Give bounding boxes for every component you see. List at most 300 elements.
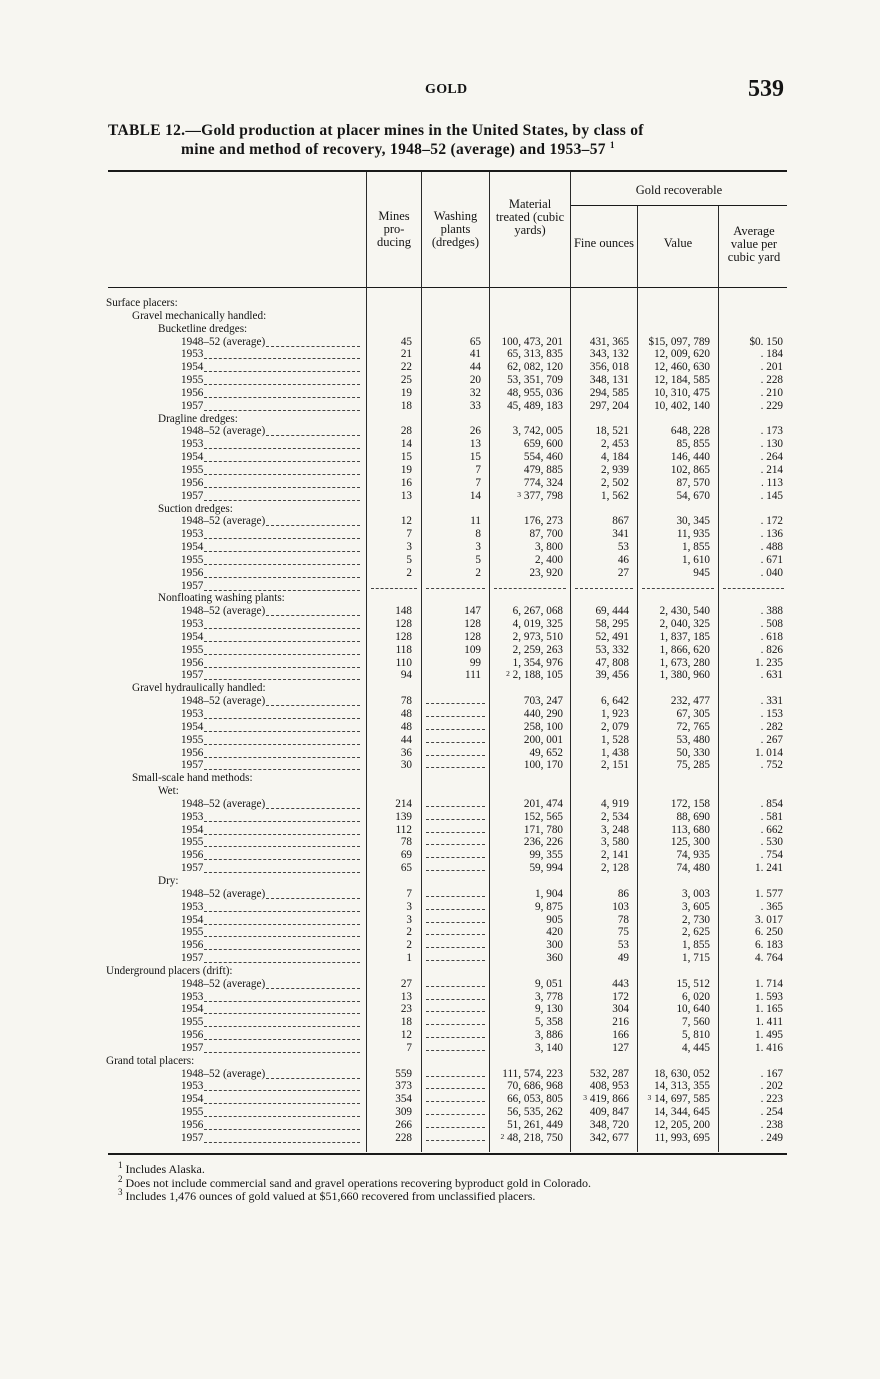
value-cell	[671, 836, 710, 849]
table-row	[0, 914, 880, 927]
material-cell	[507, 1093, 563, 1106]
cell-value: . 854	[760, 797, 783, 810]
empty-cell-dashes	[426, 798, 485, 807]
cell-value: . 826	[760, 643, 783, 656]
footnote-mark: 3	[118, 1187, 123, 1197]
leader-dots	[204, 991, 360, 1002]
cell-value: 3, 800	[535, 541, 563, 554]
cell-value: . 530	[760, 836, 783, 849]
mines-cell	[401, 348, 412, 361]
mines-cell	[401, 336, 412, 349]
average-cell	[761, 1106, 783, 1119]
cell-value: 3, 140	[535, 1041, 563, 1054]
value-cell	[676, 862, 710, 875]
empty-cell-dashes	[575, 580, 633, 589]
table-row	[0, 657, 880, 670]
cell-value: 1. 411	[755, 1016, 783, 1029]
mines-cell	[401, 1029, 412, 1042]
cell-value: 125, 300	[670, 836, 710, 849]
cell-value: 300	[546, 939, 563, 952]
row-label: 1948–52 (average)	[181, 1067, 266, 1080]
footnote-mark: 3	[647, 1093, 652, 1103]
table-row	[0, 901, 880, 914]
average-cell	[755, 1042, 783, 1055]
mines-cell	[401, 438, 412, 451]
empty-cell-dashes	[426, 1042, 485, 1051]
table-row	[0, 580, 880, 593]
leader-dots	[204, 1080, 360, 1091]
average-cell	[761, 515, 783, 528]
row-label: 1956	[181, 386, 204, 399]
material-cell	[502, 1068, 563, 1081]
cell-value: . 153	[760, 708, 783, 720]
average-cell	[761, 618, 783, 631]
ounces-cell	[601, 438, 629, 451]
cell-value: 14, 313, 355	[654, 1080, 710, 1093]
table-row-heading	[0, 592, 880, 605]
row-label: 1957	[181, 1041, 204, 1054]
washing-cell	[475, 541, 481, 554]
washing-cell	[470, 400, 481, 413]
average-cell	[755, 1016, 783, 1029]
cell-value: . 282	[760, 720, 783, 733]
cell-value: 22	[400, 361, 412, 374]
header-value: Value	[663, 236, 693, 250]
value-cell	[682, 888, 710, 901]
material-cell	[535, 1029, 563, 1042]
row-label: 1957	[181, 579, 204, 592]
leader-dots	[204, 554, 360, 565]
washing-cell	[464, 618, 481, 631]
table-row	[0, 425, 880, 438]
cell-value: 2, 430, 540	[659, 605, 710, 618]
empty-cell-dashes	[426, 824, 485, 833]
washing-cell	[470, 374, 481, 387]
cell-value: 11, 935	[676, 528, 710, 541]
cell-value: 23, 920	[529, 566, 563, 579]
empty-cell-dashes	[426, 695, 485, 704]
cell-value: 15	[469, 451, 481, 464]
cell-value: 127	[612, 1041, 629, 1054]
washing-cell	[465, 669, 481, 682]
cell-value: 2, 259, 263	[512, 643, 563, 656]
material-cell	[529, 862, 563, 875]
material-cell	[507, 1106, 563, 1119]
empty-cell-dashes	[426, 1029, 485, 1038]
leader-dots	[204, 451, 360, 462]
cell-value: 3. 017	[755, 913, 783, 926]
cell-value: 111	[465, 669, 481, 682]
cell-value: . 238	[760, 1119, 783, 1131]
cell-value: 9, 051	[535, 977, 563, 990]
cell-value: 27	[400, 977, 412, 990]
material-cell	[507, 374, 563, 387]
material-cell	[524, 477, 563, 490]
row-label: 1956	[181, 1029, 204, 1042]
cell-value: 100, 170	[523, 759, 563, 772]
row-label: 1955	[181, 643, 204, 656]
cell-value: 2, 625	[682, 926, 710, 939]
mines-cell	[401, 451, 412, 464]
cell-value: 945	[693, 566, 710, 579]
row-label: 1953	[181, 618, 204, 631]
material-cell	[546, 939, 563, 952]
washing-cell	[475, 567, 481, 580]
value-cell	[682, 1042, 710, 1055]
cell-value: 216	[612, 1016, 629, 1029]
cell-value: 1, 837, 185	[659, 630, 710, 643]
table-row	[0, 1119, 880, 1132]
cell-value: 88, 690	[676, 810, 710, 823]
cell-value: 348, 720	[589, 1119, 629, 1131]
cell-value: 78	[400, 695, 412, 708]
footnote	[118, 1160, 591, 1177]
row-group-label: Bucketline dredges:	[158, 322, 248, 335]
average-cell	[761, 631, 783, 644]
empty-cell-dashes	[494, 580, 566, 589]
material-cell	[513, 618, 563, 631]
washing-cell	[464, 605, 481, 618]
cell-value: 45, 489, 183	[507, 399, 563, 412]
value-cell	[682, 554, 710, 567]
cell-value: 2	[406, 926, 412, 939]
ounces-cell	[595, 425, 629, 438]
value-cell	[682, 541, 710, 554]
cell-value: 356, 018	[589, 361, 629, 374]
cell-value: 36	[400, 746, 412, 759]
cell-value: 232, 477	[670, 695, 710, 708]
mines-cell	[401, 669, 412, 682]
washing-cell	[470, 425, 481, 438]
cell-value: 7	[406, 1041, 412, 1054]
cell-value: 19	[400, 386, 412, 399]
cell-value: 7	[475, 476, 481, 489]
cell-value: . 662	[760, 823, 783, 836]
table-row	[0, 1106, 880, 1119]
row-label: 1953	[181, 438, 204, 451]
mines-cell	[401, 734, 412, 747]
row-label: 1953	[181, 708, 204, 720]
material-cell	[529, 849, 563, 862]
table-row	[0, 1093, 880, 1106]
value-cell	[676, 721, 710, 734]
average-cell	[755, 1003, 783, 1016]
cell-value: 56, 535, 262	[507, 1106, 563, 1119]
cell-value: 74, 480	[676, 862, 710, 875]
average-cell	[761, 669, 783, 682]
leader-dots	[204, 374, 360, 385]
leader-dots	[266, 515, 360, 526]
value-cell	[660, 631, 710, 644]
leader-dots	[204, 1119, 360, 1130]
leader-dots	[204, 734, 360, 745]
material-cell	[524, 836, 563, 849]
row-label: 1953	[181, 528, 204, 541]
cell-value: 2, 151	[601, 759, 629, 772]
cell-value: 1	[406, 952, 412, 965]
row-label: 1954	[181, 630, 204, 643]
cell-value: 420	[546, 926, 563, 939]
cell-value: 201, 474	[523, 797, 563, 810]
mines-cell	[396, 644, 412, 657]
cell-value: 1. 241	[755, 862, 783, 875]
footnote	[118, 1173, 592, 1191]
ounces-cell	[590, 1119, 629, 1132]
average-cell	[761, 734, 783, 747]
average-cell	[755, 926, 783, 939]
row-label: 1953	[181, 900, 204, 913]
average-cell	[761, 605, 783, 618]
row-label: 1956	[181, 1119, 204, 1131]
average-cell	[761, 451, 783, 464]
value-cell	[654, 387, 710, 400]
cell-value: 10, 310, 475	[654, 386, 710, 399]
table-row	[0, 1068, 880, 1081]
row-label: 1956	[181, 746, 204, 759]
mines-cell	[401, 991, 412, 1004]
mines-cell	[401, 747, 412, 760]
leader-dots	[204, 1042, 360, 1053]
cell-value: 6. 183	[755, 939, 783, 952]
average-cell	[761, 464, 783, 477]
cell-value: 12	[400, 515, 412, 528]
average-cell	[755, 939, 783, 952]
cell-value: 4. 764	[755, 952, 783, 965]
row-label: 1957	[181, 759, 204, 772]
table-row	[0, 541, 880, 554]
cell-value: 74, 935	[676, 849, 710, 862]
cell-value: 102, 865	[670, 463, 710, 476]
ounces-cell	[612, 1003, 629, 1016]
ounces-cell	[595, 669, 629, 682]
ounces-cell	[601, 836, 629, 849]
value-cell	[660, 657, 710, 670]
leader-dots	[204, 1016, 360, 1027]
material-cell	[524, 708, 563, 721]
leader-dots	[204, 824, 360, 835]
row-label: 1954	[181, 361, 204, 374]
footnote-mark: 3	[517, 489, 522, 499]
cell-value: 294, 585	[589, 386, 629, 399]
material-cell	[546, 952, 563, 965]
footnote-mark: 2	[118, 1173, 123, 1184]
cell-value: 6, 642	[601, 695, 629, 708]
row-label: 1957	[181, 862, 204, 875]
row-label: 1956	[181, 849, 204, 862]
cell-value: 13	[400, 990, 412, 1003]
cell-value: 297, 204	[589, 399, 629, 412]
ounces-cell	[618, 914, 629, 927]
row-label: 1948–52 (average)	[181, 695, 266, 708]
cell-value: 146, 440	[670, 451, 710, 464]
table-row	[0, 515, 880, 528]
leader-dots	[266, 605, 360, 616]
ounces-cell	[612, 1042, 629, 1055]
cell-value: 53, 480	[676, 733, 710, 746]
cell-value: 110	[395, 656, 412, 669]
cell-value: 408, 953	[589, 1080, 629, 1093]
footnote-text: Includes 1,476 ounces of gold valued at $51,660 recovered from unclassified placers.	[122, 1189, 536, 1203]
material-cell	[524, 451, 563, 464]
empty-cell-dashes	[426, 721, 485, 730]
table-row	[0, 695, 880, 708]
washing-cell	[464, 631, 481, 644]
washing-cell	[470, 490, 481, 503]
leader-dots	[204, 939, 360, 950]
page-number: 539	[748, 76, 784, 102]
row-label: 1948–52 (average)	[181, 887, 266, 900]
cell-value: 1. 416	[755, 1041, 783, 1054]
cell-value: 1. 593	[755, 990, 783, 1003]
leader-dots	[204, 541, 360, 552]
value-cell	[682, 926, 710, 939]
empty-cell-dashes	[426, 888, 485, 897]
table-row	[0, 721, 880, 734]
ounces-cell	[590, 387, 629, 400]
value-cell	[648, 336, 710, 349]
table-row	[0, 708, 880, 721]
mines-cell	[401, 387, 412, 400]
leader-dots	[204, 759, 360, 770]
cell-value: . 264	[760, 451, 783, 464]
empty-cell-dashes	[371, 580, 417, 589]
empty-cell-dashes	[426, 849, 485, 858]
cell-value: 113, 680	[671, 823, 710, 836]
cell-value: 26	[469, 425, 481, 438]
cell-value: 87, 700	[529, 528, 563, 541]
ounces-cell	[618, 541, 629, 554]
cell-value: 18, 630, 052	[654, 1067, 710, 1080]
leader-dots	[266, 695, 360, 706]
value-cell	[660, 605, 710, 618]
table-row	[0, 1016, 880, 1029]
cell-value: 65, 313, 835	[507, 348, 563, 361]
leader-dots	[266, 425, 360, 436]
value-cell	[682, 1029, 710, 1042]
average-cell	[761, 477, 783, 490]
average-cell	[755, 862, 783, 875]
row-label: 1954	[181, 1093, 204, 1106]
average-cell	[755, 657, 783, 670]
empty-cell-dashes	[426, 1093, 485, 1102]
table-row	[0, 978, 880, 991]
cell-value: 258, 100	[523, 720, 563, 733]
row-label: 1948–52 (average)	[181, 515, 266, 528]
cell-value: 69	[400, 849, 412, 862]
cell-value: . 136	[760, 528, 783, 541]
cell-value: 5	[475, 553, 481, 566]
row-group-label: Dragline dredges:	[158, 412, 238, 425]
mines-cell	[406, 554, 412, 567]
cell-value: 554, 460	[523, 451, 563, 464]
header-average-value: Average value per cubic yard	[727, 224, 781, 264]
mines-cell	[401, 515, 412, 528]
cell-value: 659, 600	[523, 438, 563, 451]
cell-value: 7, 560	[682, 1016, 710, 1029]
header-fine-ounces: Fine ounces	[573, 236, 635, 250]
cell-value: 2	[475, 566, 481, 579]
leader-dots	[204, 1093, 360, 1104]
table-row-heading	[0, 682, 880, 695]
mines-cell	[395, 1068, 412, 1081]
average-cell	[761, 644, 783, 657]
cell-value: 100, 473, 201	[501, 335, 563, 348]
material-cell	[535, 554, 563, 567]
ounces-cell	[601, 451, 629, 464]
mines-cell	[395, 798, 412, 811]
washing-cell	[470, 657, 481, 670]
ounces-cell	[590, 1106, 629, 1119]
average-cell	[761, 759, 783, 772]
material-cell	[524, 811, 563, 824]
table-row	[0, 567, 880, 580]
row-label: 1955	[181, 463, 204, 476]
cell-value: 2, 502	[601, 476, 629, 489]
material-cell	[507, 400, 563, 413]
ounces-cell	[618, 888, 629, 901]
ounces-cell	[601, 721, 629, 734]
mines-cell	[401, 849, 412, 862]
average-cell	[761, 721, 783, 734]
table-row	[0, 490, 880, 503]
mines-cell	[395, 1119, 412, 1132]
mines-cell	[401, 708, 412, 721]
cell-value: 409, 847	[589, 1106, 629, 1119]
mines-cell	[395, 1080, 412, 1093]
cell-value: 2, 141	[601, 849, 629, 862]
cell-value: 703, 247	[523, 695, 563, 708]
cell-value: 15	[400, 451, 412, 464]
cell-value: 14	[400, 438, 412, 451]
ounces-cell	[601, 862, 629, 875]
row-group-label: Suction dredges:	[158, 502, 233, 515]
table-row	[0, 554, 880, 567]
cell-value: 373	[395, 1080, 412, 1093]
cell-value: 54, 670	[676, 489, 710, 502]
cell-value: . 508	[760, 618, 783, 631]
header-material-treated: Material treated (cubic yards)	[495, 197, 565, 237]
row-label: 1956	[181, 939, 204, 952]
value-cell	[676, 477, 710, 490]
average-cell	[761, 400, 783, 413]
average-cell	[761, 1080, 783, 1093]
empty-cell-dashes	[426, 1003, 485, 1012]
cell-value: 440, 290	[523, 708, 563, 720]
cell-value: 32	[469, 386, 481, 399]
mines-cell	[406, 914, 412, 927]
average-cell	[755, 991, 783, 1004]
cell-value: . 145	[760, 489, 783, 502]
cell-value: 118	[395, 643, 412, 656]
material-cell	[513, 605, 563, 618]
cell-value: 342, 677	[589, 1131, 629, 1144]
cell-value: 103	[612, 900, 629, 913]
cell-value: . 202	[760, 1080, 783, 1093]
value-cell	[671, 695, 710, 708]
cell-value: 9, 875	[535, 900, 563, 913]
table-row	[0, 477, 880, 490]
cell-value: 28	[400, 425, 412, 438]
mines-cell	[406, 939, 412, 952]
cell-value: . 631	[760, 669, 783, 682]
cell-value: 45	[400, 335, 412, 348]
value-cell	[676, 438, 710, 451]
mines-cell	[401, 374, 412, 387]
row-group-label: Dry:	[158, 874, 179, 887]
value-cell	[671, 425, 710, 438]
ounces-cell	[590, 361, 629, 374]
material-cell	[506, 669, 563, 682]
